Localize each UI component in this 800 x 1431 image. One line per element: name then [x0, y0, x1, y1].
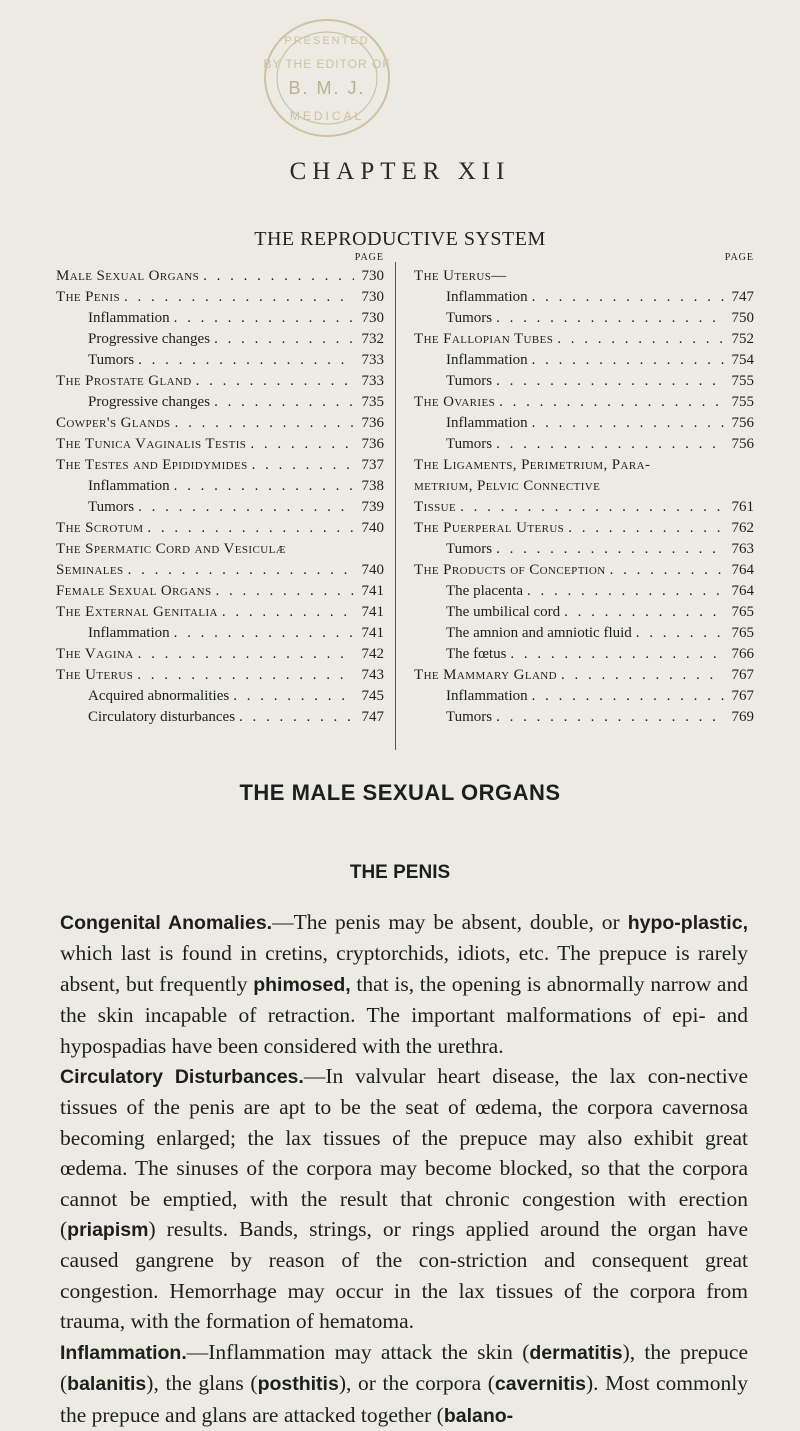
toc-entry-page: 742 — [361, 646, 384, 662]
toc-entry-page: 754 — [731, 352, 754, 368]
toc-entry — [56, 560, 384, 581]
bold-term: dermatitis — [529, 1341, 623, 1364]
toc-entry — [56, 413, 384, 434]
toc-entry-page: 762 — [731, 520, 754, 536]
toc-leader-dots — [553, 329, 724, 350]
bold-term: balanitis — [67, 1373, 147, 1396]
bold-term: priapism — [67, 1219, 149, 1242]
paragraph-text: ) results. Bands, strings, or rings applied around the organ have caused gangrene by reason of the con-striction and consequent great congestion. Hemorrhage may occur in the lax tissues of the corpora from trauma, with the formation of hematoma. — [60, 1217, 748, 1334]
toc-leader-dots — [133, 665, 354, 686]
toc-entry — [56, 518, 384, 539]
toc-entry-title: The Vagina — [56, 646, 134, 662]
toc-entry — [56, 329, 384, 350]
toc-leader-dots — [456, 497, 724, 518]
toc-entry-title: The Spermatic Cord and Vesiculæ — [56, 541, 286, 557]
toc-entry-title: The Testes and Epididymides — [56, 457, 248, 473]
toc-entry-page: 730 — [361, 289, 384, 305]
toc-divider — [395, 262, 396, 750]
toc-entry — [414, 371, 754, 392]
toc-leader-dots — [564, 518, 724, 539]
toc-entry-page: 737 — [361, 457, 384, 473]
toc-entry — [56, 602, 384, 623]
page-column-header: PAGE — [724, 252, 754, 263]
paragraph-text: that is, the opening is abnormally narrow and the skin incapable of retraction. The important malformations of epi- and hypospadias have been considered with the urethra. — [60, 971, 748, 1058]
toc-entry — [414, 539, 754, 560]
bold-term: posthitis — [257, 1373, 339, 1396]
toc-entry — [56, 581, 384, 602]
toc-entry-title: The Tunica Vaginalis Testis — [56, 436, 247, 452]
toc-entry-page: 735 — [361, 394, 384, 410]
toc-leader-dots — [632, 623, 724, 644]
bold-term: Congenital Anomalies. — [60, 912, 273, 934]
toc-entry-page: 741 — [361, 604, 384, 620]
toc-entry-title: Inflammation — [88, 625, 170, 641]
toc-entry-title: Female Sexual Organs — [56, 583, 212, 599]
toc-leader-dots — [506, 644, 724, 665]
toc-entry — [56, 623, 384, 644]
toc-leader-dots — [528, 413, 724, 434]
toc-entry-title: Tumors — [446, 436, 493, 452]
paragraph-text: ), the prepuce ( — [60, 1339, 748, 1396]
toc-entry — [414, 350, 754, 371]
toc-entry-page: 738 — [361, 478, 384, 494]
toc-entry — [56, 434, 384, 455]
toc-leader-dots — [134, 497, 354, 518]
toc-entry — [414, 287, 754, 308]
bold-term: Inflammation. — [60, 1341, 187, 1364]
toc-entry-title: Tumors — [88, 499, 135, 515]
toc-entry — [414, 581, 754, 602]
toc-entry — [56, 476, 384, 497]
toc-entry-title: The Uterus — [56, 667, 134, 683]
toc-leader-dots — [120, 287, 354, 308]
toc-entry-page: 747 — [361, 709, 384, 725]
toc-entry — [56, 266, 384, 287]
toc-entry-title: Inflammation — [446, 688, 528, 704]
toc-entry-title: The Uterus— — [414, 268, 507, 284]
toc-entry — [414, 266, 754, 287]
library-stamp — [232, 6, 422, 144]
toc-entry-page: 740 — [361, 520, 384, 536]
bold-term: cavernitis — [494, 1373, 586, 1396]
toc-entry-title: Inflammation — [446, 352, 528, 368]
stamp-line-3: B. M. J. — [288, 78, 366, 98]
toc-leader-dots — [248, 455, 354, 476]
toc-entry-page: 733 — [361, 373, 384, 389]
toc-leader-dots — [528, 287, 724, 308]
toc-entry-title: Inflammation — [88, 478, 170, 494]
toc-entry-title: Tumors — [88, 352, 135, 368]
toc-entry — [414, 497, 754, 518]
toc-entry — [56, 644, 384, 665]
toc-entry-title: Tumors — [446, 541, 493, 557]
toc-entry-title: The Fallopian Tubes — [414, 331, 554, 347]
toc-entry — [56, 707, 384, 728]
toc-entry — [414, 476, 754, 497]
section-heading: THE MALE SEXUAL ORGANS — [239, 780, 561, 805]
toc-leader-dots — [124, 560, 354, 581]
toc-leader-dots — [523, 581, 724, 602]
toc-entry-page: 756 — [731, 436, 754, 452]
toc-entry-page: 756 — [731, 415, 754, 431]
toc-entry-title: Progressive changes — [88, 331, 211, 347]
toc-entry-page: 739 — [361, 499, 384, 515]
toc-entry-page: 767 — [731, 667, 754, 683]
toc-entry-title: Tumors — [446, 373, 493, 389]
toc-entry — [56, 371, 384, 392]
toc-leader-dots — [192, 371, 354, 392]
toc-entry-page: 743 — [361, 667, 384, 683]
toc-entry-title: Progressive changes — [88, 394, 211, 410]
toc-entry-title: metrium, Pelvic Connective — [414, 478, 601, 494]
toc-entry — [56, 287, 384, 308]
toc-entry-page: 766 — [731, 646, 754, 662]
chapter-title: THE REPRODUCTIVE SYSTEM — [254, 228, 546, 250]
toc-leader-dots — [492, 371, 724, 392]
toc-entry — [56, 350, 384, 371]
toc-entry — [414, 686, 754, 707]
toc-entry-page: 763 — [731, 541, 754, 557]
toc-entry — [56, 686, 384, 707]
toc-entry-title: Male Sexual Organs — [56, 268, 200, 284]
toc-entry-page: 755 — [731, 394, 754, 410]
toc-entry-title: The fœtus — [446, 646, 507, 662]
bold-term: hypo-plastic, — [627, 912, 748, 934]
toc-entry — [56, 539, 384, 560]
body-paragraph — [60, 1061, 748, 1337]
toc-entry-page: 755 — [731, 373, 754, 389]
toc-leader-dots — [246, 434, 354, 455]
stamp-line-2: BY THE EDITOR OF — [263, 57, 391, 71]
toc-entry-page: 765 — [731, 604, 754, 620]
page-column-header: PAGE — [354, 252, 384, 263]
toc-leader-dots — [218, 602, 354, 623]
paragraph-text: ), or the corpora ( — [338, 1371, 495, 1396]
toc-entry — [56, 497, 384, 518]
paragraph-text: ). Most commonly the prepuce and glans are attacked together ( — [60, 1371, 748, 1427]
toc-entry — [414, 665, 754, 686]
toc-entry-title: The amnion and amniotic fluid — [446, 625, 632, 641]
paragraph-text: —The penis may be absent, double, or — [272, 910, 628, 934]
body-paragraph — [60, 907, 748, 1061]
toc-entry-page: 741 — [361, 583, 384, 599]
subsection-heading: THE PENIS — [349, 862, 451, 883]
toc-entry — [56, 308, 384, 329]
toc-entry-title: The Prostate Gland — [56, 373, 192, 389]
toc-entry-page: 745 — [361, 688, 384, 704]
toc-leader-dots — [210, 329, 354, 350]
toc-entry-title: Tumors — [446, 310, 493, 326]
toc-entry — [414, 707, 754, 728]
bold-term: phimosed, — [253, 973, 351, 996]
toc-entry-page: 750 — [731, 310, 754, 326]
stamp-line-4: MEDICAL — [289, 109, 365, 123]
toc-entry-page: 736 — [361, 415, 384, 431]
toc-leader-dots — [492, 539, 724, 560]
toc-entry-title: Inflammation — [446, 289, 528, 305]
toc-right-list — [414, 266, 754, 728]
toc-entry-title: The Scrotum — [56, 520, 144, 536]
toc-left-list — [56, 266, 384, 728]
bold-term: Circulatory Disturbances. — [60, 1066, 304, 1089]
toc-entry-page: 764 — [731, 583, 754, 599]
toc-entry-page: 761 — [731, 499, 754, 515]
toc-entry-page: 730 — [361, 268, 384, 284]
toc-entry-title: The Ligaments, Perimetrium, Para- — [414, 457, 651, 473]
toc-entry-page: 730 — [361, 310, 384, 326]
toc-entry-title: The Puerperal Uterus — [414, 520, 565, 536]
toc-leader-dots — [235, 707, 354, 728]
toc-entry — [414, 623, 754, 644]
toc-leader-dots — [211, 581, 354, 602]
stamp-seal-icon — [232, 6, 422, 144]
stamp-line-1: PRESENTED — [284, 35, 370, 47]
chapter-heading: CHAPTER XII — [289, 158, 511, 185]
toc-entry — [414, 518, 754, 539]
toc-leader-dots — [560, 602, 724, 623]
toc-leader-dots — [528, 350, 724, 371]
body-text — [60, 907, 748, 1431]
toc-entry-title: The Products of Conception — [414, 562, 606, 578]
toc-entry-title: Inflammation — [88, 310, 170, 326]
toc-leader-dots — [170, 308, 354, 329]
toc-entry — [414, 455, 754, 476]
toc-entry-page: 765 — [731, 625, 754, 641]
toc-entry — [414, 560, 754, 581]
toc-entry — [56, 665, 384, 686]
toc-leader-dots — [143, 518, 354, 539]
toc-leader-dots — [199, 266, 354, 287]
paragraph-text: ), the glans ( — [146, 1371, 258, 1396]
body-paragraph — [60, 1337, 748, 1431]
toc-entry — [414, 644, 754, 665]
toc-entry — [414, 329, 754, 350]
toc-entry-title: Seminales — [56, 562, 124, 578]
toc-entry-page: 741 — [361, 625, 384, 641]
toc-entry-title: The Ovaries — [414, 394, 496, 410]
toc-leader-dots — [170, 476, 354, 497]
toc-entry — [414, 392, 754, 413]
toc-entry — [414, 434, 754, 455]
paragraph-text: —Inflammation may attack the skin ( — [186, 1339, 530, 1364]
toc-entry-title: The umbilical cord — [446, 604, 561, 620]
toc-entry — [414, 308, 754, 329]
toc-right-column — [414, 250, 754, 728]
toc-entry-title: Acquired abnormalities — [88, 688, 230, 704]
toc-entry-page: 769 — [731, 709, 754, 725]
toc-entry — [414, 413, 754, 434]
toc-leader-dots — [134, 644, 354, 665]
toc-leader-dots — [557, 665, 724, 686]
toc-entry — [414, 602, 754, 623]
toc-left-column — [56, 250, 384, 728]
toc-leader-dots — [606, 560, 724, 581]
toc-entry-title: Cowper's Glands — [56, 415, 171, 431]
toc-entry-title: Circulatory disturbances — [88, 709, 236, 725]
toc-entry-title: The External Genitalia — [56, 604, 218, 620]
toc-entry-page: 767 — [731, 688, 754, 704]
toc-leader-dots — [229, 686, 354, 707]
toc-entry-page: 752 — [731, 331, 754, 347]
bold-term: balano- — [443, 1404, 514, 1427]
paragraph-text: which last is found in cretins, cryptorchids, idiots, etc. The prepuce is rarely absent, but frequently — [60, 941, 748, 996]
toc-entry-title: Tumors — [446, 709, 493, 725]
toc-entry-title: The Mammary Gland — [414, 667, 557, 683]
toc-entry — [56, 455, 384, 476]
toc-entry-page: 732 — [361, 331, 384, 347]
paragraph-text: —In valvular heart disease, the lax con-nective tissues of the penis are apt to be the seat of œdema, the corpora cavernosa becoming enlarged; the lax tissues of the prepuce may also exhibit great œdema. The sinuses of the corpora may become blocked, so that the corpora cannot be emptied, with the result that chronic congestion with erection ( — [60, 1064, 749, 1242]
toc-leader-dots — [134, 350, 354, 371]
toc-entry-page: 747 — [731, 289, 754, 305]
toc-entry-page: 764 — [731, 562, 754, 578]
toc-leader-dots — [210, 392, 354, 413]
toc-entry-page: 736 — [361, 436, 384, 452]
toc-leader-dots — [495, 392, 724, 413]
toc-entry-page: 740 — [361, 562, 384, 578]
toc-entry-title: The Penis — [56, 289, 120, 305]
toc-entry-title: Inflammation — [446, 415, 528, 431]
toc-leader-dots — [170, 623, 354, 644]
toc-leader-dots — [528, 686, 724, 707]
toc-leader-dots — [492, 434, 724, 455]
toc-entry-title: The placenta — [446, 583, 524, 599]
toc-leader-dots — [492, 308, 724, 329]
toc-entry-title: Tissue — [414, 499, 457, 515]
toc-leader-dots — [171, 413, 354, 434]
toc-leader-dots — [492, 707, 724, 728]
toc-entry-page: 733 — [361, 352, 384, 368]
toc-entry — [56, 392, 384, 413]
